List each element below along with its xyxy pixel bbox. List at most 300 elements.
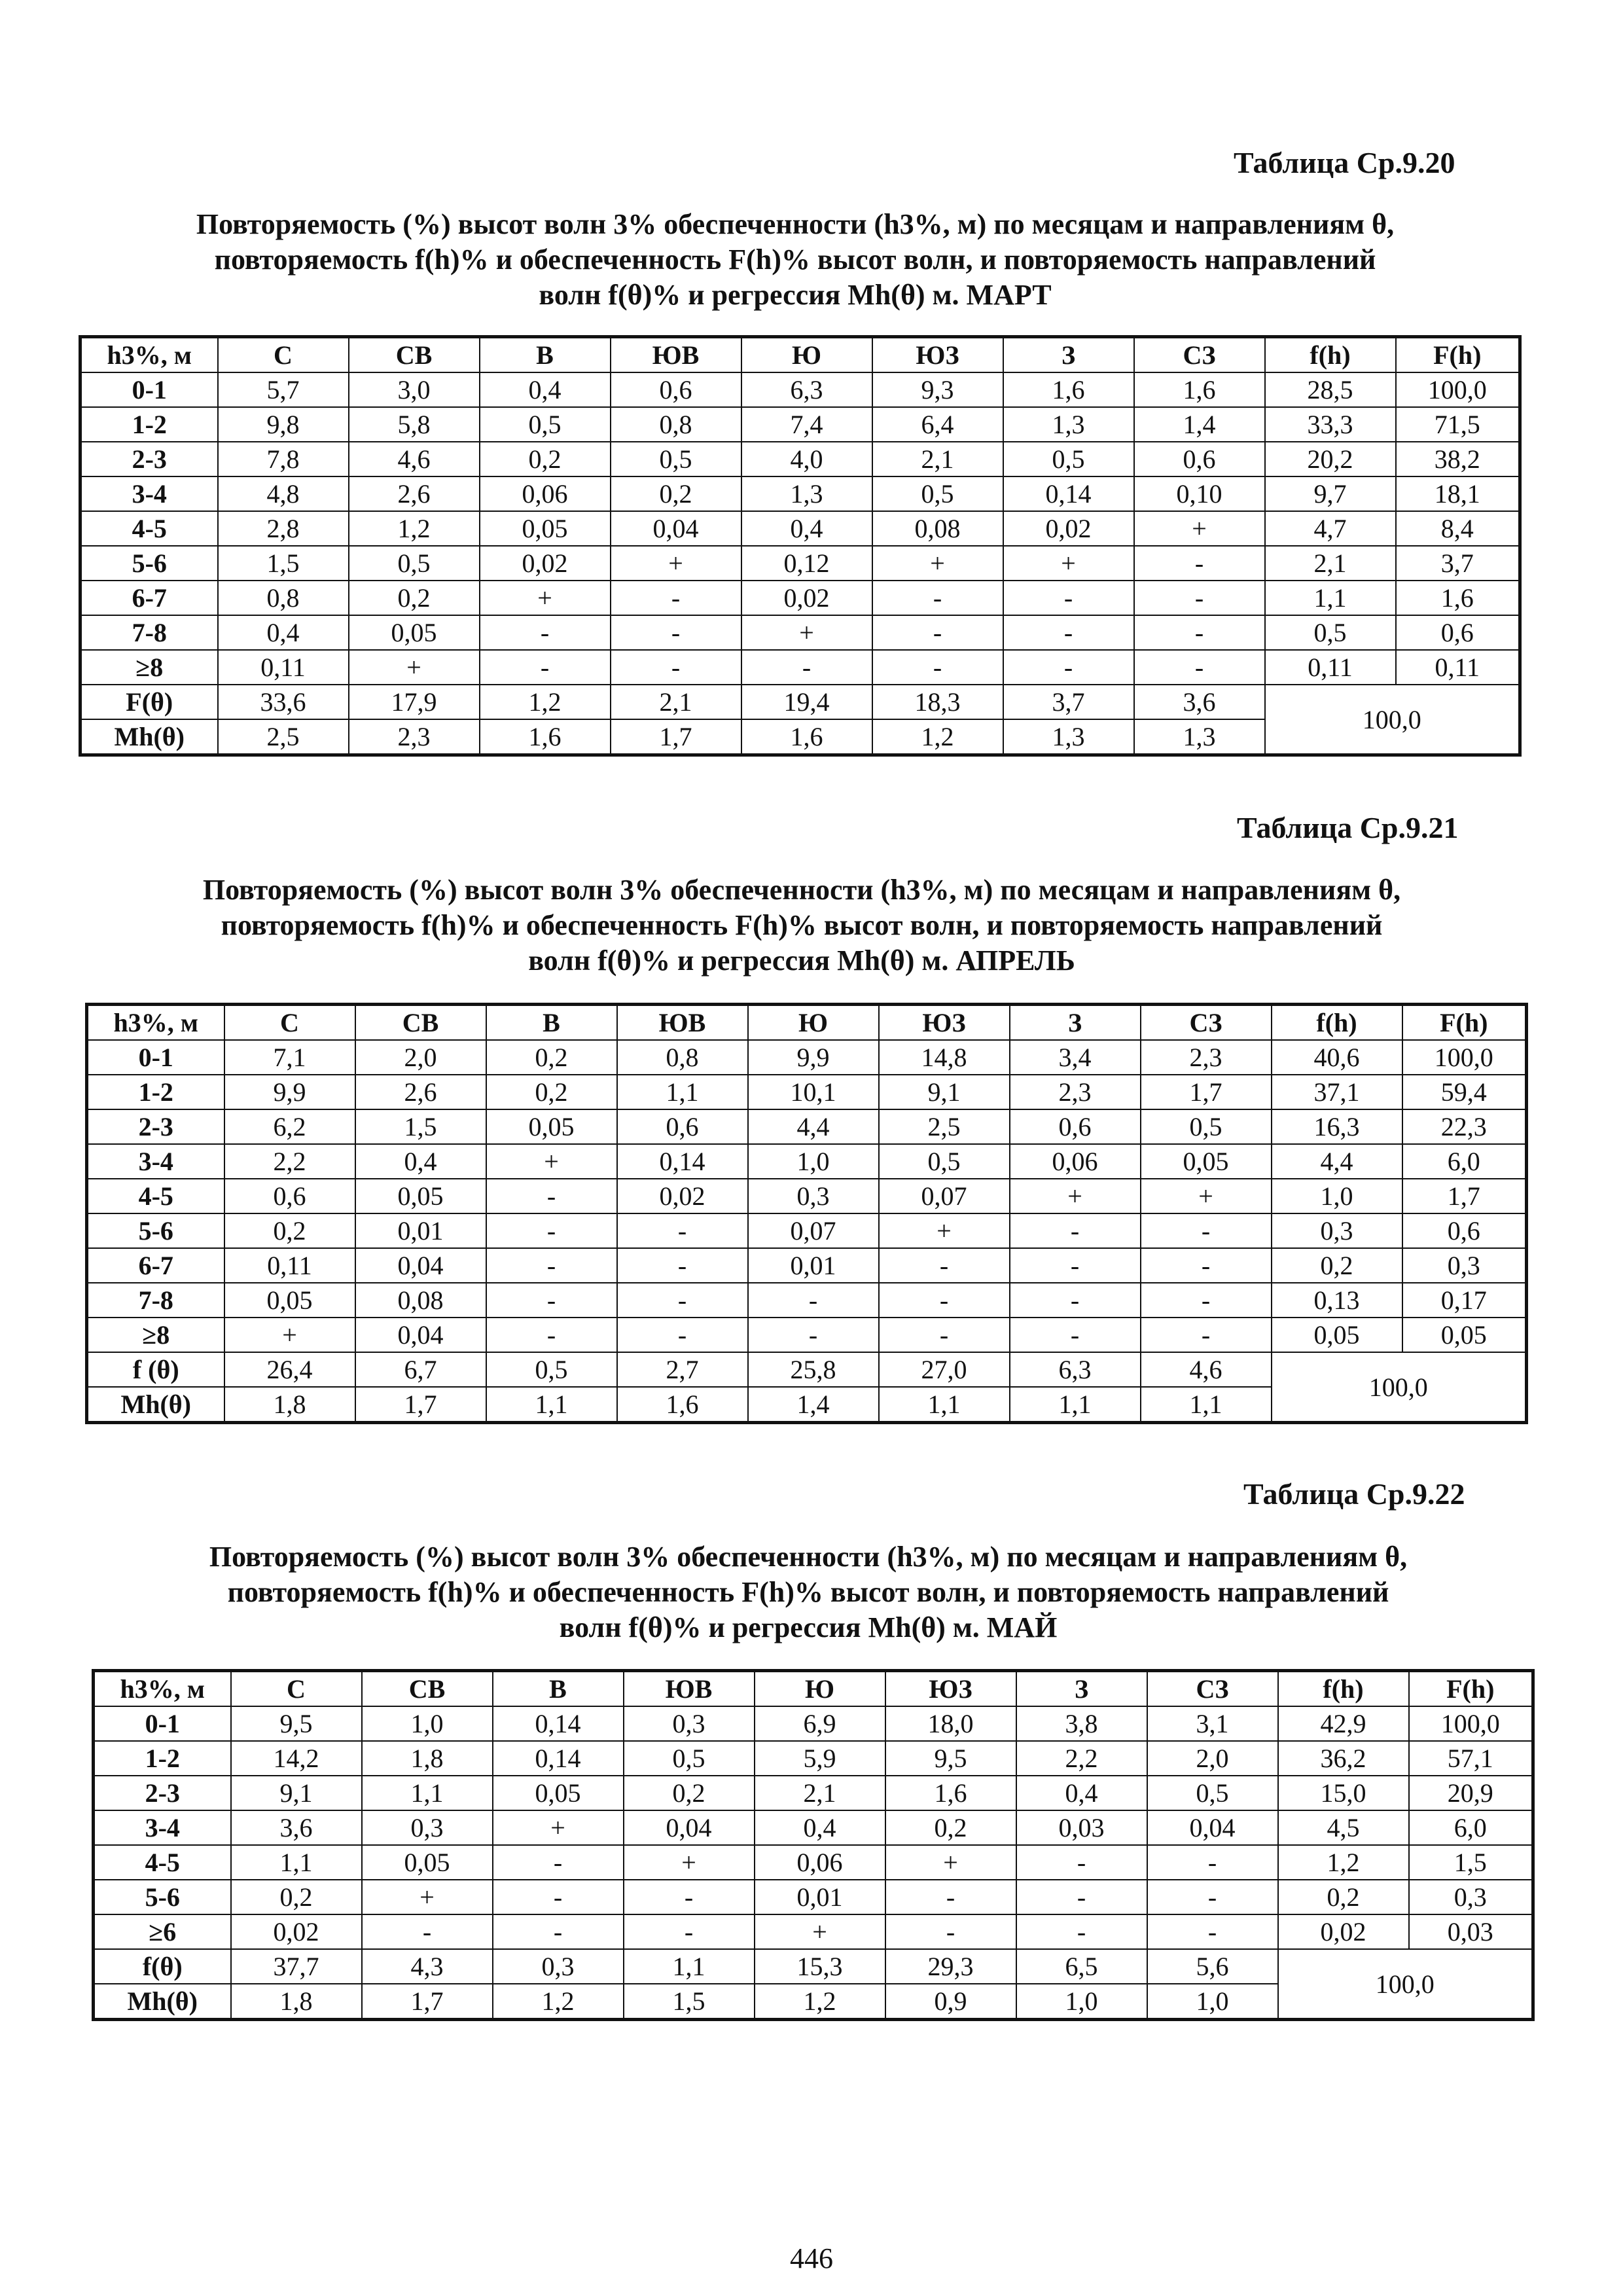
table-cell: 0,01 [755,1880,885,1914]
table-cell: 1,6 [480,719,611,755]
table-cell: 0,3 [624,1706,755,1741]
page-number: 446 [790,2242,833,2274]
table-cell: 5,8 [349,407,480,442]
height-column-header: h3%, м [80,337,218,373]
table-cell: 2,0 [355,1040,486,1075]
table-cell: 1,0 [1272,1179,1402,1213]
table-cell: 17,9 [349,685,480,719]
header-row [80,337,1520,373]
table-cell: 1,1 [1010,1387,1141,1423]
table-cell: 0,04 [1147,1810,1278,1845]
table-cell: 0,12 [741,546,872,581]
table-cell: 0,6 [1010,1109,1141,1144]
table-cell: 3,4 [1010,1040,1141,1075]
table-cell: 59,4 [1402,1075,1527,1109]
table-row [94,1776,1533,1810]
table-cell: 1,0 [748,1144,879,1179]
height-range-label: 5-6 [87,1213,224,1248]
height-range-label: 7-8 [80,615,218,650]
table-cell: - [1010,1283,1141,1318]
table-cell: 8,4 [1396,511,1520,546]
table-cell: - [1003,581,1134,615]
table-cell: 9,1 [231,1776,362,1810]
table-cell: 3,6 [1134,685,1265,719]
table-cell: 1,7 [1402,1179,1527,1213]
table-cell: 3,1 [1147,1706,1278,1741]
table-cell: 15,3 [755,1949,885,1984]
table-cell: 37,7 [231,1949,362,1984]
table-row [80,650,1520,685]
height-range-label: 4-5 [94,1845,231,1880]
table-cell: - [1147,1914,1278,1949]
column-header: F(h) [1402,1005,1527,1041]
table-cell: 1,3 [1134,719,1265,755]
table-cell: 4,4 [748,1109,879,1144]
height-column-header: h3%, м [94,1671,231,1707]
column-header: ЮЗ [872,337,1003,373]
table-cell: 4,4 [1272,1144,1402,1179]
height-range-label: 6-7 [87,1248,224,1283]
table-cell: 0,6 [1396,615,1520,650]
table-cell: 0,05 [362,1845,493,1880]
table-cell: + [1141,1179,1272,1213]
row-label: f(θ) [94,1949,231,1984]
table-cell: 0,4 [480,372,611,407]
table-cell: 0,14 [493,1741,624,1776]
table-cell: 0,4 [1016,1776,1147,1810]
table-cell: 3,7 [1003,685,1134,719]
table-cell: 7,4 [741,407,872,442]
table-cell: 1,6 [1003,372,1134,407]
table-cell: 100,0 [1396,372,1520,407]
total-cell: 100,0 [1272,1352,1527,1423]
table-cell: 6,0 [1409,1810,1533,1845]
table-cell: 6,2 [224,1109,355,1144]
table-cell: 0,2 [349,581,480,615]
table-cell: 2,1 [611,685,741,719]
table-cell: - [493,1880,624,1914]
table-cell: 0,8 [611,407,741,442]
header-row [87,1005,1527,1041]
table-row [80,581,1520,615]
table-cell: 6,9 [755,1706,885,1741]
direction-frequency-row [94,1949,1533,1984]
direction-frequency-row [87,1352,1527,1387]
table-cell: 0,06 [755,1845,885,1880]
table-cell: 1,1 [879,1387,1010,1423]
table-cell: 0,13 [1272,1283,1402,1318]
table-cell: - [624,1880,755,1914]
column-header: f(h) [1278,1671,1409,1707]
table-cell: - [617,1283,748,1318]
table-cell: 0,03 [1016,1810,1147,1845]
table-row [94,1706,1533,1741]
column-header: ЮВ [624,1671,755,1707]
table-cell: 0,02 [1003,511,1134,546]
table-cell: 1,1 [1265,581,1396,615]
table-cell: - [1134,546,1265,581]
table-cell: 9,5 [231,1706,362,1741]
table-cell: 6,4 [872,407,1003,442]
height-range-label: 5-6 [94,1880,231,1914]
table-cell: 9,1 [879,1075,1010,1109]
table-cell: 0,3 [1409,1880,1533,1914]
table-cell: 0,04 [355,1318,486,1352]
table-cell: 1,1 [362,1776,493,1810]
table-cell: 0,01 [748,1248,879,1283]
table-row [94,1845,1533,1880]
table-cell: + [224,1318,355,1352]
table-cell: 4,3 [362,1949,493,1984]
table-cell: - [486,1283,617,1318]
table-cell: 2,3 [1010,1075,1141,1109]
table-cell: + [624,1845,755,1880]
table-cell: + [611,546,741,581]
table-cell: 0,11 [1396,650,1520,685]
table-cell: 0,02 [1278,1914,1409,1949]
column-header: ЮЗ [885,1671,1016,1707]
table-cell: 0,3 [493,1949,624,1984]
column-header: С [224,1005,355,1041]
table-cell: + [1134,511,1265,546]
table-cell: 0,14 [493,1706,624,1741]
height-range-label: 2-3 [80,442,218,476]
table-cell: - [1010,1248,1141,1283]
table-cell: 0,5 [879,1144,1010,1179]
table-cell: + [741,615,872,650]
table-cell: 4,0 [741,442,872,476]
total-cell: 100,0 [1278,1949,1533,2020]
table-cell: 1,8 [224,1387,355,1423]
table-cell: - [1141,1318,1272,1352]
height-range-label: 3-4 [87,1144,224,1179]
table-cell: 0,2 [480,442,611,476]
table-cell: 0,4 [755,1810,885,1845]
table-cell: 0,07 [748,1213,879,1248]
table-cell: - [748,1318,879,1352]
column-header: F(h) [1396,337,1520,373]
table-cell: 0,11 [1265,650,1396,685]
column-header: С [218,337,349,373]
table-cell: 33,3 [1265,407,1396,442]
table-cell: 18,0 [885,1706,1016,1741]
table-title [105,1539,1512,1645]
table-cell: 0,6 [617,1109,748,1144]
table-cell: 0,5 [611,442,741,476]
table-cell: 0,08 [872,511,1003,546]
table-cell: + [480,581,611,615]
table-cell: 0,01 [355,1213,486,1248]
table-cell: + [1003,546,1134,581]
table-cell: - [486,1213,617,1248]
table-cell: 18,3 [872,685,1003,719]
table-cell: 40,6 [1272,1040,1402,1075]
row-label: f (θ) [87,1352,224,1387]
table-cell: - [879,1283,1010,1318]
table-cell: 16,3 [1272,1109,1402,1144]
table-cell: 5,6 [1147,1949,1278,1984]
table-cell: 3,8 [1016,1706,1147,1741]
table-cell: 6,5 [1016,1949,1147,1984]
table-cell: 1,7 [355,1387,486,1423]
column-header: СЗ [1134,337,1265,373]
table-cell: 0,11 [224,1248,355,1283]
table-row [87,1318,1527,1352]
table-title [92,207,1499,313]
table-cell: 3,0 [349,372,480,407]
table-cell: 1,7 [1141,1075,1272,1109]
table-cell: 1,2 [349,511,480,546]
table-cell: 0,4 [355,1144,486,1179]
table-cell: 0,04 [624,1810,755,1845]
table-cell: 0,05 [224,1283,355,1318]
table-row [80,407,1520,442]
table-cell: 2,8 [218,511,349,546]
table-cell: 0,02 [231,1914,362,1949]
column-header: В [486,1005,617,1041]
title-line: повторяемость f(h)% и обеспеченность F(h)% высот волн, и повторяемость направлений [214,243,1376,276]
table-cell: 2,6 [355,1075,486,1109]
column-header: СЗ [1147,1671,1278,1707]
table-cell: 29,3 [885,1949,1016,1984]
height-range-label: 2-3 [94,1776,231,1810]
table-cell: 19,4 [741,685,872,719]
height-range-label: 7-8 [87,1283,224,1318]
table-cell: 1,8 [362,1741,493,1776]
table-cell: 0,05 [493,1776,624,1810]
table-cell: - [885,1914,1016,1949]
table-cell: 6,3 [1010,1352,1141,1387]
header-row [94,1671,1533,1707]
table-cell: + [872,546,1003,581]
table-cell: 0,02 [741,581,872,615]
table-cell: - [741,650,872,685]
table-cell: 0,05 [349,615,480,650]
table-cell: - [879,1248,1010,1283]
table-cell: - [1134,650,1265,685]
title-line: волн f(θ)% и регрессия Mh(θ) м. АПРЕЛЬ [528,944,1075,977]
height-range-label: ≥8 [80,650,218,685]
column-header: ЮВ [611,337,741,373]
table-cell: 71,5 [1396,407,1520,442]
table-cell: 0,6 [1134,442,1265,476]
table-cell: + [362,1880,493,1914]
table-cell: - [1134,615,1265,650]
table-cell: 0,6 [1402,1213,1527,1248]
table-cell: + [493,1810,624,1845]
table-cell: 1,2 [1278,1845,1409,1880]
table-cell: 2,5 [218,719,349,755]
table-cell: 14,8 [879,1040,1010,1075]
table-cell: 9,9 [224,1075,355,1109]
table-cell: - [486,1318,617,1352]
table-cell: 0,5 [1003,442,1134,476]
column-header: f(h) [1272,1005,1402,1041]
table-cell: 4,7 [1265,511,1396,546]
title-line: Повторяемость (%) высот волн 3% обеспеченности (h3%, м) по месяцам и направлениям θ, [202,874,1401,906]
wave-table [79,335,1522,757]
table-cell: - [1010,1213,1141,1248]
table-cell: - [611,581,741,615]
column-header: СЗ [1141,1005,1272,1041]
column-header: ЮВ [617,1005,748,1041]
table-cell: 9,3 [872,372,1003,407]
table-cell: + [885,1845,1016,1880]
table-cell: 1,6 [1396,581,1520,615]
table-cell: - [611,650,741,685]
table-cell: 1,5 [624,1984,755,2020]
table-cell: 100,0 [1409,1706,1533,1741]
table-cell: 1,5 [355,1109,486,1144]
table-cell: 0,4 [218,615,349,650]
table-cell: 1,8 [231,1984,362,2020]
height-range-label: 2-3 [87,1109,224,1144]
table-cell: - [1141,1213,1272,1248]
table-cell: 1,3 [1003,719,1134,755]
table-cell: 1,7 [362,1984,493,2020]
table-cell: 1,4 [1134,407,1265,442]
table-cell: 18,1 [1396,476,1520,511]
table-cell: 1,7 [611,719,741,755]
height-range-label: 3-4 [80,476,218,511]
height-range-label: 1-2 [87,1075,224,1109]
table-cell: 3,7 [1396,546,1520,581]
column-header: В [493,1671,624,1707]
table-cell: 0,2 [486,1075,617,1109]
table-row [80,372,1520,407]
table-row [80,511,1520,546]
table-cell: 0,2 [486,1040,617,1075]
table-cell: 1,6 [885,1776,1016,1810]
table-cell: 1,2 [755,1984,885,2020]
table-cell: 0,04 [611,511,741,546]
table-cell: 1,1 [231,1845,362,1880]
column-header: ЮЗ [879,1005,1010,1041]
height-range-label: 5-6 [80,546,218,581]
table-cell: 1,1 [486,1387,617,1423]
table-cell: 2,1 [1265,546,1396,581]
table-cell: 0,5 [872,476,1003,511]
table-cell: 2,6 [349,476,480,511]
table-cell: 0,5 [486,1352,617,1387]
table-row [94,1880,1533,1914]
table-cell: 1,1 [624,1949,755,1984]
table-row [87,1283,1527,1318]
table-cell: 2,3 [1141,1040,1272,1075]
table-cell: 0,05 [1272,1318,1402,1352]
table-cell: 15,0 [1278,1776,1409,1810]
table-cell: - [480,615,611,650]
table-cell: 1,4 [748,1387,879,1423]
wave-table [85,1003,1528,1424]
table-cell: 9,7 [1265,476,1396,511]
table-cell: 0,2 [224,1213,355,1248]
height-range-label: 4-5 [87,1179,224,1213]
table-cell: 0,5 [624,1741,755,1776]
table-cell: - [1003,650,1134,685]
table-cell: 0,8 [617,1040,748,1075]
title-line: Повторяемость (%) высот волн 3% обеспеченности (h3%, м) по месяцам и направлениям θ, [196,208,1395,240]
table-row [94,1914,1533,1949]
height-range-label: 0-1 [80,372,218,407]
table-cell: 27,0 [879,1352,1010,1387]
table-cell: 0,05 [355,1179,486,1213]
table-cell: 0,10 [1134,476,1265,511]
table-cell: 0,05 [480,511,611,546]
table-cell: 0,04 [355,1248,486,1283]
column-header: З [1003,337,1134,373]
table-cell: 0,6 [611,372,741,407]
table-cell: 4,5 [1278,1810,1409,1845]
table-cell: 0,2 [624,1776,755,1810]
table-cell: 0,9 [885,1984,1016,2020]
table-cell: 9,5 [885,1741,1016,1776]
table-cell: 2,1 [872,442,1003,476]
table-cell: 0,2 [231,1880,362,1914]
table-cell: 0,5 [480,407,611,442]
table-cell: 4,6 [349,442,480,476]
total-cell: 100,0 [1265,685,1520,755]
table-cell: 0,05 [1402,1318,1527,1352]
table-cell: - [1147,1845,1278,1880]
table-cell: 0,08 [355,1283,486,1318]
table-cell: + [755,1914,885,1949]
table-cell: 0,06 [1010,1144,1141,1179]
column-header: f(h) [1265,337,1396,373]
column-header: СВ [355,1005,486,1041]
table-cell: 2,5 [879,1109,1010,1144]
direction-frequency-row [80,685,1520,719]
table-cell: 22,3 [1402,1109,1527,1144]
table-cell: 20,2 [1265,442,1396,476]
row-label: Mh(θ) [94,1984,231,2020]
table-cell: - [1016,1914,1147,1949]
column-header: СВ [362,1671,493,1707]
table-cell: - [362,1914,493,1949]
height-range-label: 3-4 [94,1810,231,1845]
table-number: Таблица Ср.9.21 [1237,811,1459,844]
table-row [94,1810,1533,1845]
table-cell: - [1016,1880,1147,1914]
table-cell: - [617,1213,748,1248]
table-cell: 0,5 [349,546,480,581]
table-cell: 0,02 [480,546,611,581]
table-cell: - [1134,581,1265,615]
table-cell: 25,8 [748,1352,879,1387]
table-row [87,1248,1527,1283]
table-cell: - [872,650,1003,685]
table-cell: 7,1 [224,1040,355,1075]
table-cell: 0,4 [741,511,872,546]
table-cell: 1,1 [1141,1387,1272,1423]
table-row [94,1741,1533,1776]
height-range-label: 1-2 [94,1741,231,1776]
table-cell: 1,5 [218,546,349,581]
table-cell: 1,6 [741,719,872,755]
table-cell: 36,2 [1278,1741,1409,1776]
table-cell: 2,2 [1016,1741,1147,1776]
table-cell: - [493,1914,624,1949]
table-cell: 14,2 [231,1741,362,1776]
table-cell: 0,06 [480,476,611,511]
table-cell: 0,2 [1278,1880,1409,1914]
table-cell: 1,3 [1003,407,1134,442]
table-cell: 1,2 [493,1984,624,2020]
table-cell: 1,2 [872,719,1003,755]
table-row [87,1213,1527,1248]
table-row [80,546,1520,581]
table-cell: 0,05 [486,1109,617,1144]
